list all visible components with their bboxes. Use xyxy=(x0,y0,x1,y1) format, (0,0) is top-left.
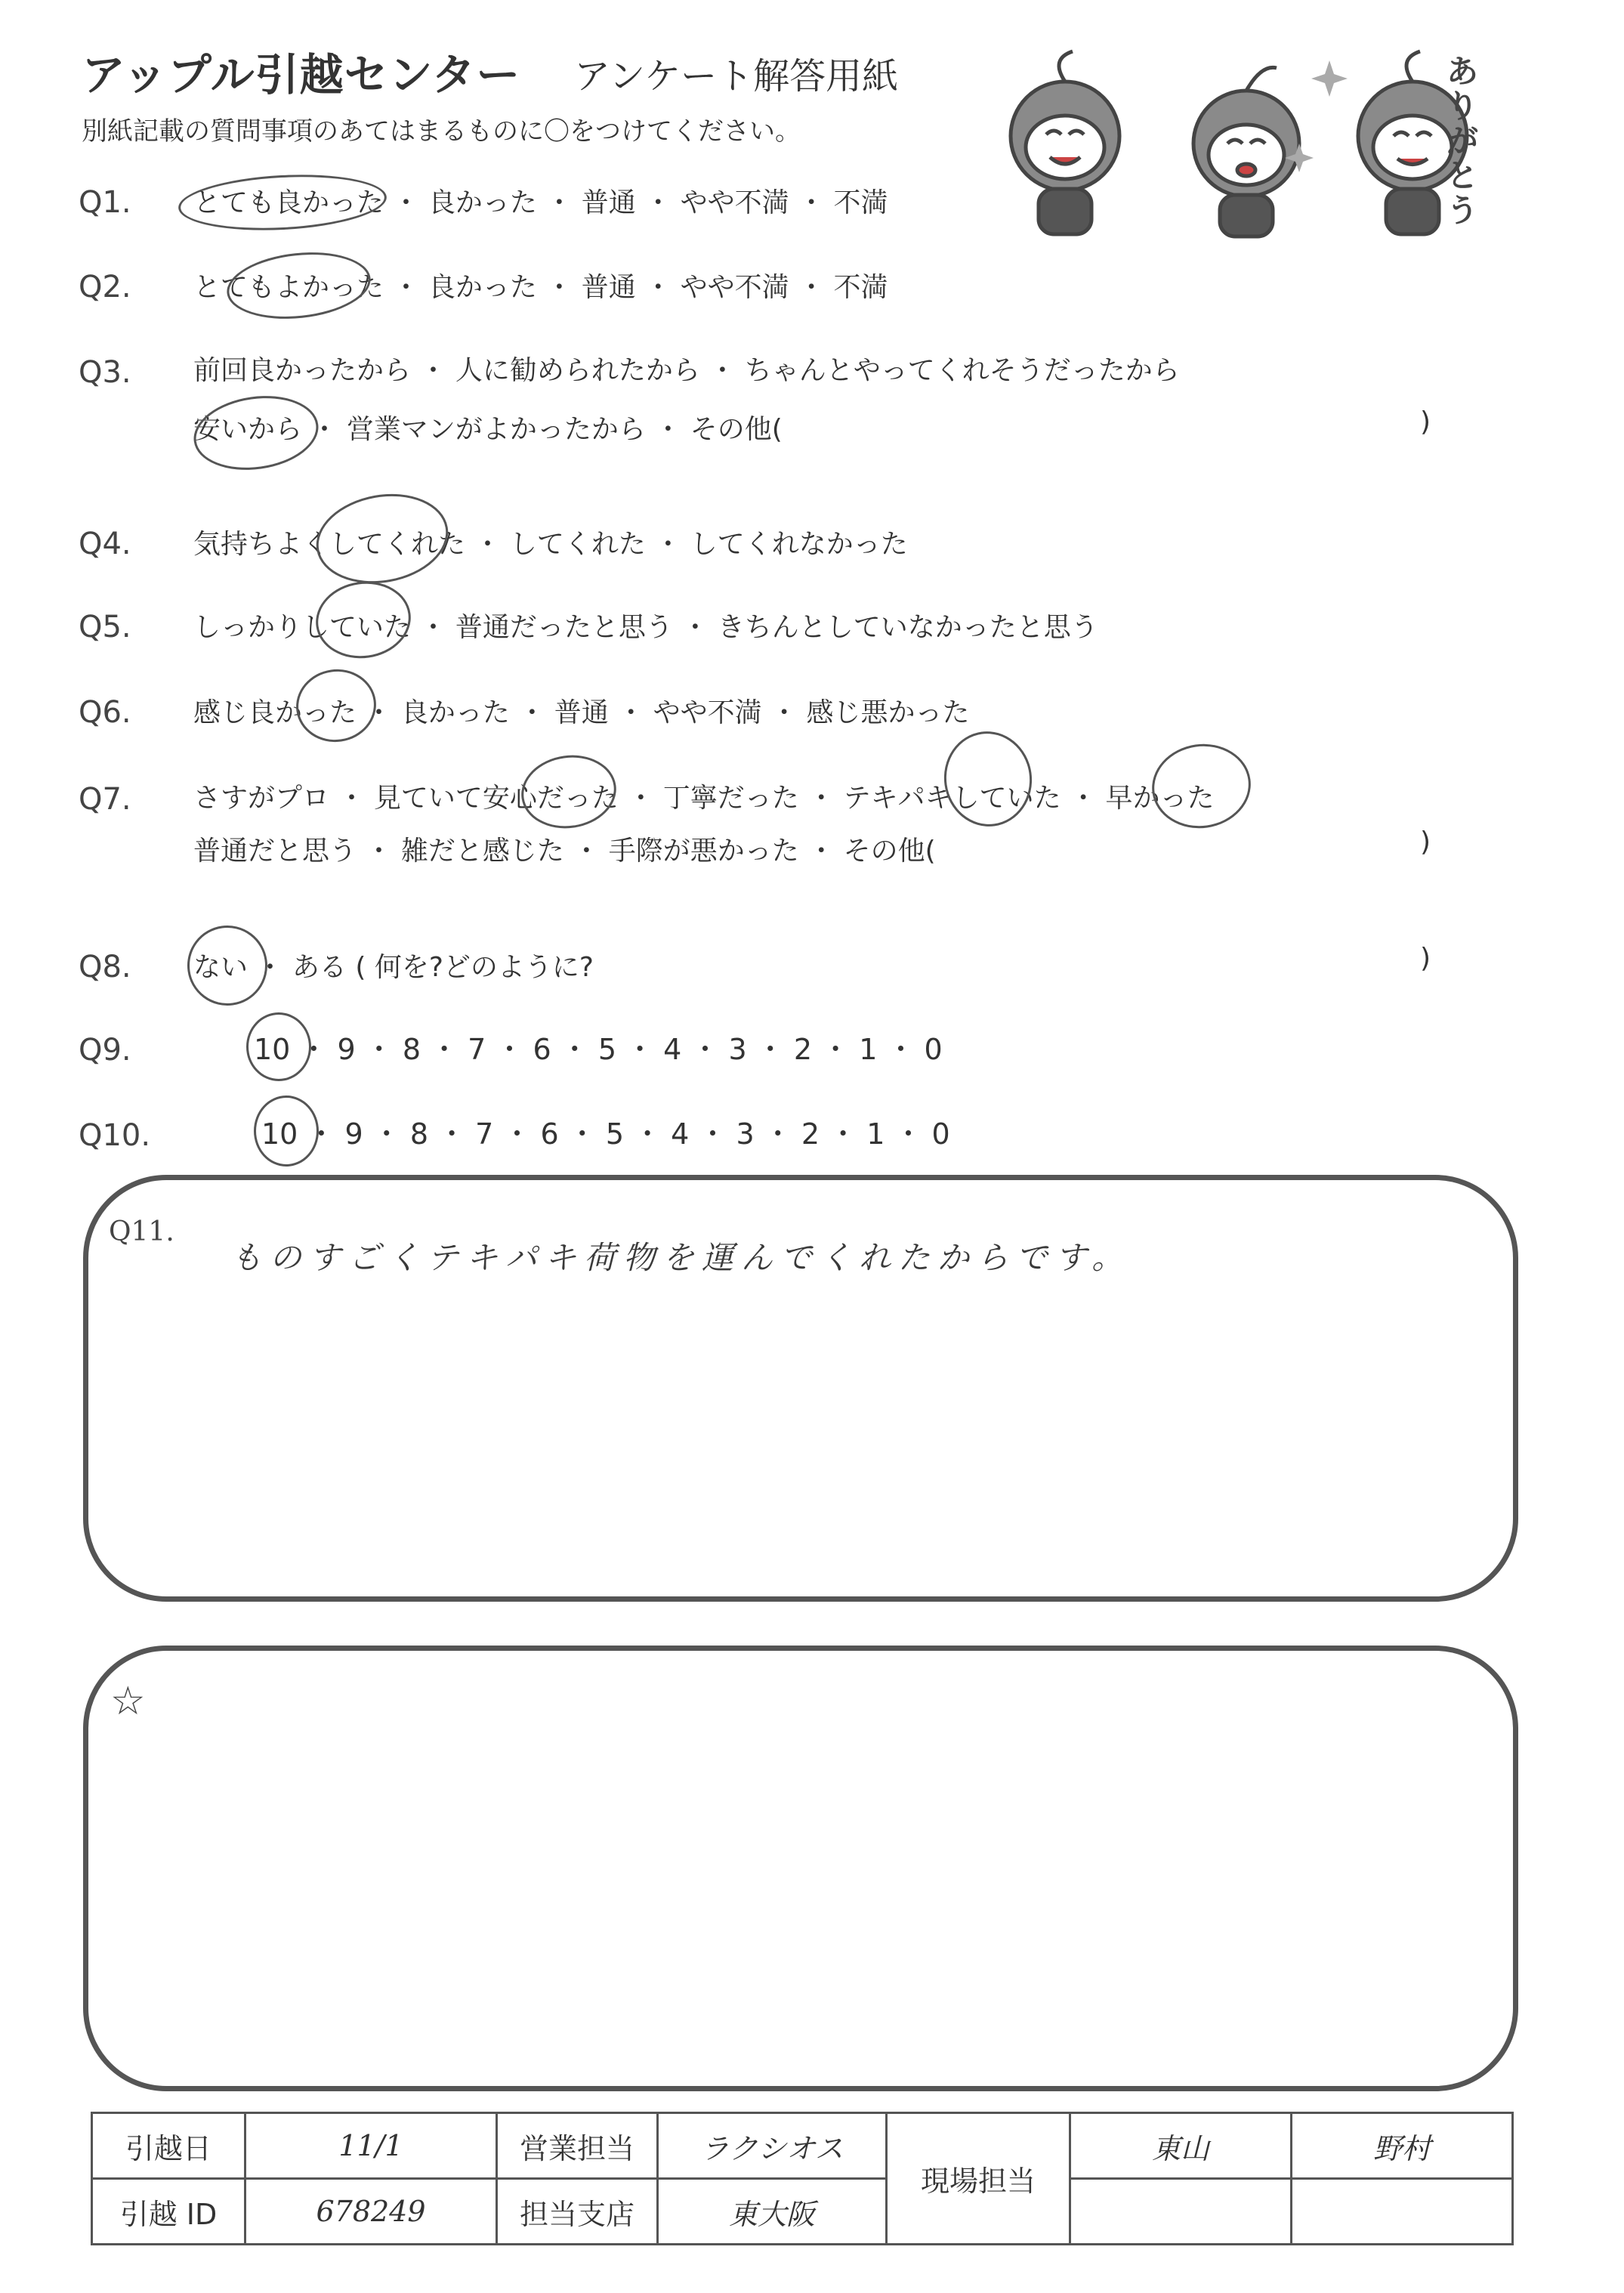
q9-scale: 10 ・ 9 ・ 8 ・ 7 ・ 6 ・ 5 ・ 4 ・ 3 ・ 2 ・ 1 ・ 0 xyxy=(254,1033,943,1066)
q4-options: 気持ちよくしてくれた ・ してくれた ・ してくれなかった xyxy=(193,529,908,560)
q10-label: Q10. xyxy=(79,1118,151,1153)
q7-selection-circle-2 xyxy=(938,726,1038,833)
site-staff-empty-1 xyxy=(1070,2179,1292,2245)
q4-label: Q4. xyxy=(79,527,131,561)
q3-close-paren: ) xyxy=(1420,406,1431,437)
q4-selection-circle xyxy=(309,484,455,594)
q9-label: Q9. xyxy=(79,1033,131,1068)
q1-label: Q1. xyxy=(79,185,131,220)
thanks-text: ありがとう xyxy=(1446,53,1479,229)
move-date-value: 11/1 xyxy=(245,2113,497,2179)
q11-label: Q11. xyxy=(109,1216,174,1247)
sales-rep-value: ラクシオス xyxy=(658,2113,887,2179)
q8-close-paren: ) xyxy=(1420,943,1431,974)
q8-options: ない ・ ある ( 何を?どのように? xyxy=(193,952,594,983)
move-info-table xyxy=(91,2112,1514,2245)
site-staff-value-1: 東山 xyxy=(1070,2113,1292,2179)
q3-selection-circle xyxy=(189,388,323,477)
q5-label: Q5. xyxy=(79,610,131,644)
company-name: アップル引越センター xyxy=(82,49,521,100)
q5-options: しっかりしていた ・ 普通だったと思う ・ きちんとしていなかったと思う xyxy=(193,612,1098,643)
move-date-label: 引越日 xyxy=(92,2113,245,2179)
q2-label: Q2. xyxy=(79,270,131,304)
q3-options-line1: 前回良かったから ・ 人に勧められたから ・ ちゃんとやってくれそうだったから xyxy=(193,355,1180,386)
q6-selection-circle xyxy=(292,664,381,747)
q1-selection-circle xyxy=(177,170,387,235)
q5-selection-circle xyxy=(311,576,416,665)
move-id-label: 引越 ID xyxy=(92,2179,245,2245)
star-label: ☆ xyxy=(110,1679,146,1724)
q10-scale: 10 ・ 9 ・ 8 ・ 7 ・ 6 ・ 5 ・ 4 ・ 3 ・ 2 ・ 1 ・ 0 xyxy=(261,1117,950,1151)
q7-options-line2: 普通だと思う ・ 雑だと感じた ・ 手際が悪かった ・ その他( xyxy=(193,836,936,867)
site-staff-empty-2 xyxy=(1292,2179,1513,2245)
mascot-illustration xyxy=(974,45,1518,242)
branch-label: 担当支店 xyxy=(497,2179,658,2245)
q7-close-paren: ) xyxy=(1420,827,1431,858)
sales-rep-label: 営業担当 xyxy=(497,2113,658,2179)
q9-selection-circle xyxy=(246,1012,311,1081)
q2-selection-circle xyxy=(224,246,374,325)
site-staff-label: 現場担当 xyxy=(887,2113,1070,2245)
q6-label: Q6. xyxy=(79,695,131,730)
q7-selection-circle-3 xyxy=(1147,737,1256,834)
q11-handwritten-answer: ものすごくテキパキ荷物を運んでくれたからです。 xyxy=(230,1239,1132,1276)
q8-selection-circle xyxy=(182,920,273,1011)
site-staff-value-2: 野村 xyxy=(1292,2113,1513,2179)
q3-label: Q3. xyxy=(79,355,131,390)
q10-selection-circle xyxy=(254,1096,319,1167)
comment-box xyxy=(83,1646,1518,2091)
form-title: アンケート解答用紙 xyxy=(574,55,899,97)
q3-options-line2: 安いから ・ 営業マンがよかったから ・ その他( xyxy=(193,414,783,445)
branch-value: 東大阪 xyxy=(658,2179,887,2245)
q1-options: とても良かった ・ 良かった ・ 普通 ・ やや不満 ・ 不満 xyxy=(193,187,888,218)
q7-label: Q7. xyxy=(79,782,131,817)
q7-options-line1: さすがプロ ・ 見ていて安心だった ・ 丁寧だった ・ テキパキしていた ・ 早かった xyxy=(193,783,1215,814)
q6-options: 感じ良かった ・ 良かった ・ 普通 ・ やや不満 ・ 感じ悪かった xyxy=(193,697,970,728)
q8-label: Q8. xyxy=(79,950,131,984)
q2-options: とてもよかった ・ 良かった ・ 普通 ・ やや不満 ・ 不満 xyxy=(193,272,888,303)
instruction-text: 別紙記載の質問事項のあてはまるものに〇をつけてください。 xyxy=(82,116,801,147)
q7-selection-circle-1 xyxy=(517,749,621,835)
move-id-value: 678249 xyxy=(245,2179,497,2245)
